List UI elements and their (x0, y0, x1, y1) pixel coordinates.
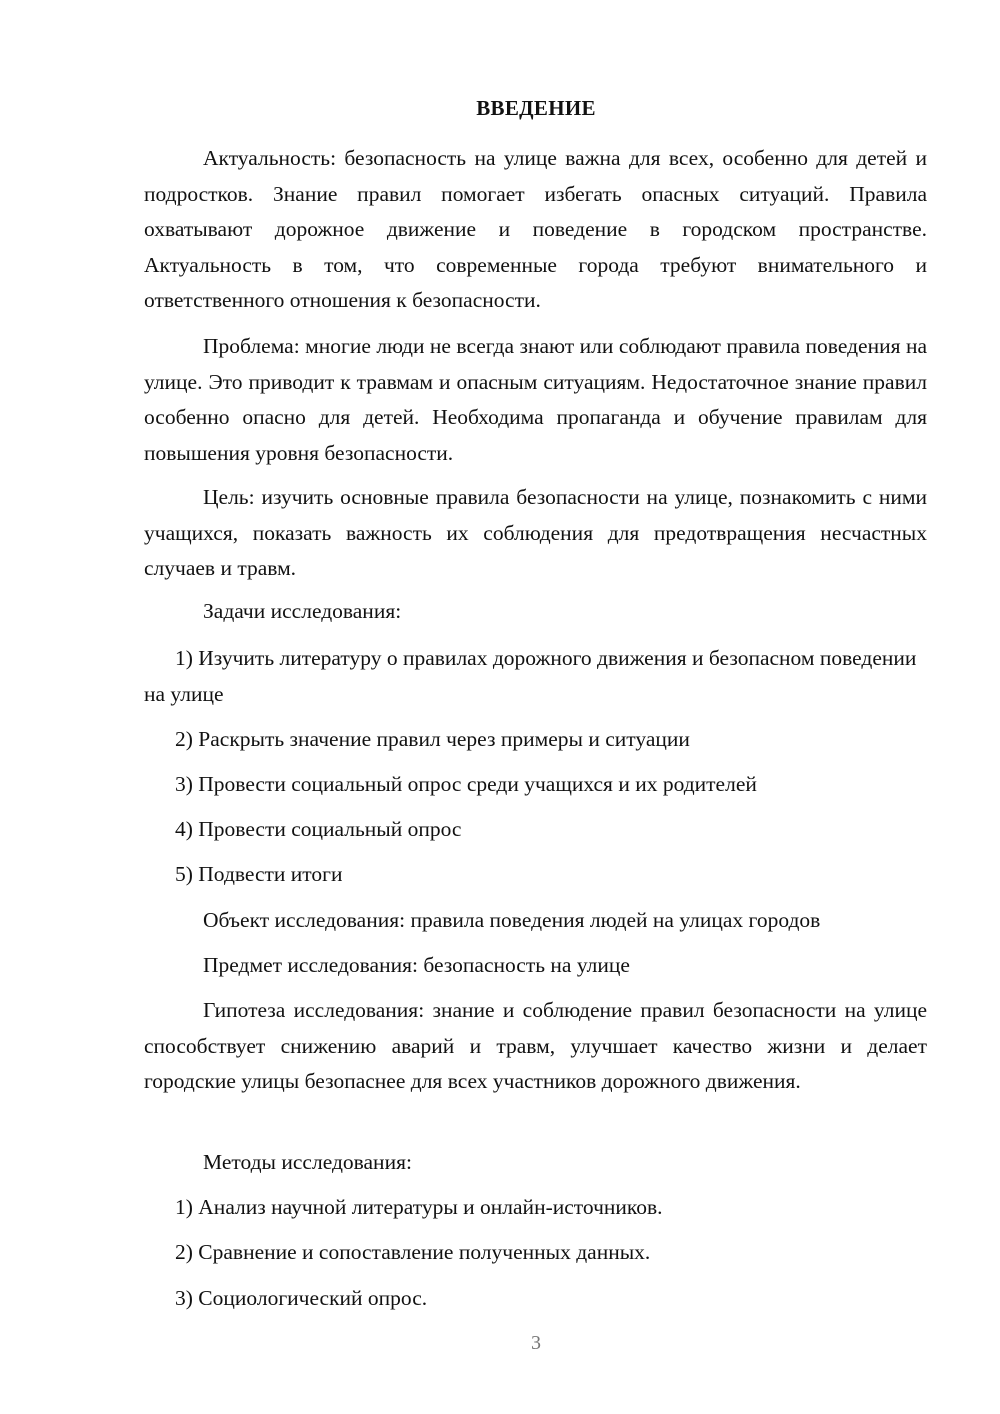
method-item-2: 2) Сравнение и сопоставление полученных данных. (175, 1240, 651, 1264)
task-item-1: 1) Изучить литературу о правилах дорожного движения и безопасном поведении на улице (144, 646, 917, 706)
method-item-3: 3) Социологический опрос. (175, 1286, 428, 1310)
methods-heading: Методы исследования: (203, 1150, 412, 1174)
problem-paragraph: Проблема: многие люди не всегда знают или соблюдают правила поведения на улице. Это приводит к травмам и опасным ситуациям. Недостаточное знание правил особенно опасно для детей. Необходима пропаганда и обучение правилам для повышения уровня безопасности. (144, 334, 927, 465)
hypothesis-paragraph: Гипотеза исследования: знание и соблюдение правил безопасности на улице способствует снижению аварий и травм, улучшает качество жизни и делает городские улицы безопаснее для всех участников дорожного движения. (144, 998, 927, 1093)
task-item-4: 4) Провести социальный опрос (175, 817, 462, 841)
page-title: ВВЕДЕНИЕ (476, 96, 596, 120)
page-number: 3 (531, 1332, 541, 1354)
task-item-5: 5) Подвести итоги (175, 862, 343, 886)
tasks-heading: Задачи исследования: (203, 599, 402, 623)
subject-line: Предмет исследования: безопасность на улице (203, 953, 630, 977)
object-line: Объект исследования: правила поведения людей на улицах городов (203, 908, 821, 932)
goal-paragraph: Цель: изучить основные правила безопасности на улице, познакомить с ними учащихся, показать важность их соблюдения для предотвращения несчастных случаев и травм. (144, 485, 927, 580)
method-item-1: 1) Анализ научной литературы и онлайн-источников. (175, 1195, 663, 1219)
task-item-3: 3) Провести социальный опрос среди учащихся и их родителей (175, 772, 757, 796)
task-item-2: 2) Раскрыть значение правил через примеры и ситуации (175, 727, 690, 751)
relevance-paragraph: Актуальность: безопасность на улице важна для всех, особенно для детей и подростков. Знание правил помогает избегать опасных ситуаций. Правила охватывают дорожное движение и поведение в городском пространстве. Актуальность в том, что современные города требуют внимательного и ответственного отношения к безопасности. (144, 146, 927, 312)
